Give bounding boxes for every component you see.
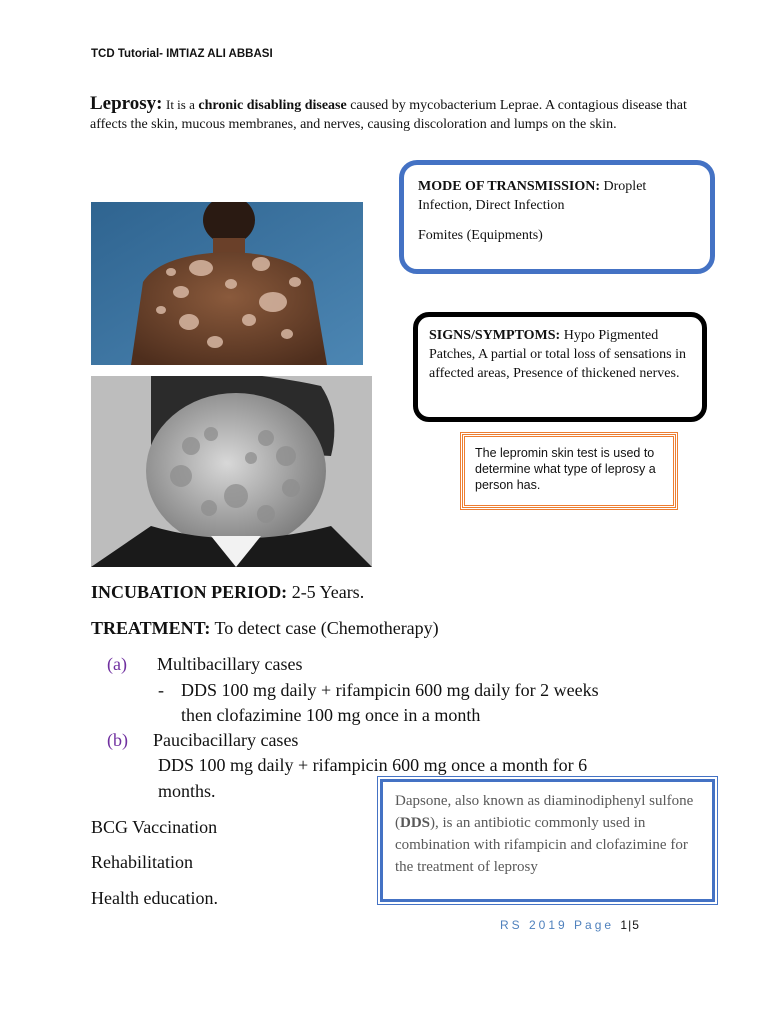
intro-rest: caused by mycobacterium Leprae. A contagious disease that affects the skin, mucous membranes, and nerves, causing discoloration and lumps on the skin. bbox=[90, 98, 687, 132]
footer-page: 1 bbox=[620, 918, 629, 932]
incubation-label: INCUBATION PERIOD: bbox=[91, 582, 288, 602]
intro-title: Leprosy: bbox=[90, 93, 163, 114]
signs-text: Hypo Pigmented Patches, A partial or total loss of sensations in affected areas, Presence of thickened nerves. bbox=[429, 328, 687, 381]
dash-marker: - bbox=[158, 680, 164, 700]
dds-pre: Dapsone, also known as diaminodiphenyl sulfone ( bbox=[395, 793, 694, 831]
transmission-label: MODE OF TRANSMISSION: bbox=[418, 179, 601, 194]
list-item-a bbox=[107, 652, 302, 676]
dds-post: ), is an antibiotic commonly used in combination with rifampicin and clofazimine for the treatment of leprosy bbox=[395, 815, 688, 875]
child-back-illustration bbox=[91, 202, 363, 365]
page-footer bbox=[500, 918, 640, 932]
rehabilitation: Rehabilitation bbox=[91, 852, 193, 872]
signs-box bbox=[413, 312, 707, 422]
transmission-text: Droplet Infection, Direct Infection bbox=[418, 179, 647, 213]
list-marker-a: (a) bbox=[107, 654, 127, 674]
lepromin-box: The lepromin skin test is used to determine what type of leprosy a person has. bbox=[460, 432, 678, 510]
health-education: Health education. bbox=[91, 888, 218, 908]
man-face-illustration bbox=[91, 376, 372, 567]
list-item-b bbox=[107, 728, 298, 752]
treatment-heading bbox=[91, 616, 439, 640]
treatment-label: TREATMENT: bbox=[91, 618, 211, 638]
list-item-b-line2: months. bbox=[158, 781, 216, 801]
intro-lead: It is a bbox=[165, 97, 195, 112]
dds-box bbox=[380, 779, 715, 902]
list-item-a-line2: then clofazimine 100 mg once in a month bbox=[181, 705, 481, 725]
treatment-value: To detect case (Chemotherapy) bbox=[214, 618, 439, 638]
list-item-a-title: Multibacillary cases bbox=[157, 654, 303, 674]
list-marker-b: (b) bbox=[107, 730, 128, 750]
dds-bold: DDS bbox=[400, 815, 431, 831]
bcg-vaccination: BCG Vaccination bbox=[91, 817, 218, 837]
incubation-value: 2-5 Years. bbox=[291, 582, 365, 602]
list-item-b-title: Paucibacillary cases bbox=[153, 730, 299, 750]
transmission-box bbox=[399, 160, 715, 274]
footer-label: RS 2019 Page bbox=[500, 918, 615, 932]
list-item-a-detail bbox=[158, 678, 599, 702]
footer-separator: | bbox=[628, 918, 633, 932]
transmission-fomites: Fomites (Equipments) bbox=[418, 228, 543, 243]
transmission-line bbox=[418, 177, 696, 215]
list-item-a-line1: DDS 100 mg daily + rifampicin 600 mg daily for 2 weeks bbox=[181, 680, 599, 700]
photo-child-back bbox=[91, 202, 363, 365]
photo-man-face bbox=[91, 376, 372, 567]
intro-bold-phrase: chronic disabling disease bbox=[198, 98, 347, 113]
signs-label: SIGNS/SYMPTOMS: bbox=[429, 328, 561, 343]
footer-total: 5 bbox=[632, 918, 640, 932]
incubation-period bbox=[91, 580, 364, 604]
list-item-b-line1: DDS 100 mg daily + rifampicin 600 mg once a month for 6 bbox=[158, 755, 588, 775]
document-header: TCD Tutorial- IMTIAZ ALI ABBASI bbox=[91, 48, 273, 60]
intro-paragraph bbox=[90, 94, 690, 134]
